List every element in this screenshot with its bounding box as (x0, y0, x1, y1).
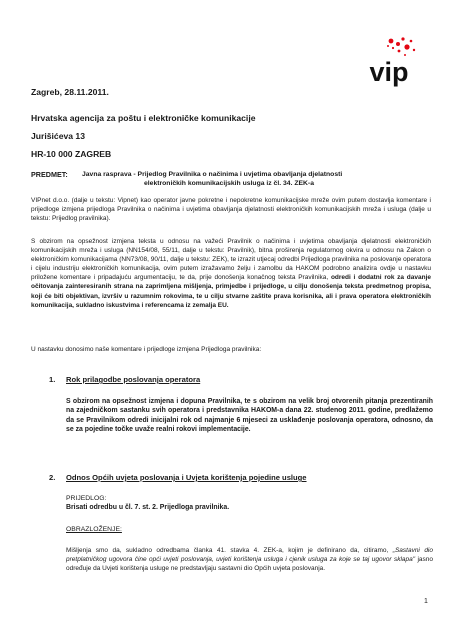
explanation-quote: „Sastavni dio pretplatničkog ugovora čine opći uvjeti poslovanja, uvjeti korištenja usluga i cjenik usluga za koje se taj ugovor sklapa" (66, 547, 433, 564)
explanation-text-b: jasno određuje da Uvjeti korištenja usluge ne predstavljaju sastavni dio Općih uvjeta poslovanja. (66, 556, 433, 573)
subject-line-2: elektroničkih komunikacijskih usluga iz čl. 34. ZEK-a (144, 180, 314, 187)
section-1-body: S obzirom na opsežnost izmjena i dopuna Pravilnika, te s obzirom na velik broj otvorenih pitanja prezentiranih na zajedničkom sastanku svih operatora i predstavnika HAKOM-a dana 22. studenog 2011. godine, predlažemo da se Pravilnikom odredi inicijalni rok od najmanje 6 mjeseci za usklađenje poslovanja operatora, odnosno, da se za pojedine točke uvaže realni rokovi implementacije. (66, 398, 433, 434)
request-bold-text: odredi i dodatni rok za davanje očitovanja zainteresiranih strana na zaprimljena mišljenja, primjedbe i prijedloge, u cilju donošenja teksta predmetnog propisa, koji će biti objektivan, izvršiv u razumnim rokovima, te u cilju stvarne zaštite prava korisnika, ali i prava operatora elektroničkih komunikacija, sukladno iskustvima i referencama iz zemalja EU. (31, 274, 431, 309)
explanation-label: OBRAZLOŽENJE: (66, 526, 122, 533)
logo-wordmark: vip (369, 57, 409, 87)
section-2-number: 2. (49, 473, 56, 482)
vip-logo-graphic (358, 36, 422, 96)
proposal-label: PRIJEDLOG: (66, 495, 107, 502)
request-text: S obzirom na opsežnost izmjena teksta u odnosu na važeći Pravilnik o načinima i uvjetima obavljanja djelatnosti elektroničkih komunikacijskih mreža i usluga (NN154/08, 55/11, dalje u tekstu: Pravilnik), bitna proširenja regulatornog okvira u odnosu na Zakon o elektroničkim komunikacijama (NN73/08, 90/11, dalje u tekstu: ZEK), te izrazit utjecaj odredbi Prijedloga pravilnika na poslovanje operatora i cijelu industriju elektroničkih komunikacija, ovim putem izražavamo želju i zamolbu da HAKOM podrobno analizira ovdje u nastavku priložene komentare i pripadajuću argumentaciju, te da, prije donošenja konačnog teksta Pravilnika, (31, 238, 431, 282)
request-paragraph (31, 237, 431, 310)
section-1-title: Rok prilagodbe poslovanja operatora (66, 375, 201, 384)
section-1-number: 1. (49, 375, 56, 384)
explanation-paragraph (66, 546, 433, 573)
section-2-title: Odnos Općih uvjeta poslovanja i Uvjeta korištenja pojedine usluge (66, 473, 307, 482)
subject-line-1: Javna rasprava - Prijedlog Pravilnika o načinima i uvjetima obavljanja djelatnosti (82, 171, 343, 178)
section-2-heading (49, 473, 307, 483)
recipient-street: Jurišićeva 13 (31, 131, 85, 141)
intro-text: VIPnet d.o.o. (dalje u tekstu: Vipnet) kao operator javne pokretne i nepokretne komunikacijske mreže ovim putem dostavlja komentare i prijedloge izmjena prijedloga Pravilnika o načinima i uvjetima obavljanja djelatnosti elektroničkih komunikacijskih mreža i usluga (dalje u tekstu: Prijedlog pravilnika). (31, 197, 431, 223)
transition-paragraph (31, 345, 431, 354)
transition-text: U nastavku donosimo naše komentare i prijedloge izmjena Prijedloga pravilnika: (31, 346, 262, 353)
subject-label: PREDMET: (31, 170, 68, 179)
date-line: Zagreb, 28.11.2011. (31, 87, 109, 97)
recipient-city: HR-10 000 ZAGREB (31, 149, 112, 159)
proposal-text: Brisati odredbu u čl. 7. st. 2. Prijedloga pravilnika. (66, 504, 230, 511)
section-1-heading (49, 375, 200, 385)
recipient-name: Hrvatska agencija za poštu i elektroničke komunikacije (31, 113, 256, 123)
explanation-text-a: Mišljenja smo da, sukladno odredbama članka 41. stavka 4. ZEK-a, kojim je definirano da, citiramo, (66, 547, 393, 554)
intro-paragraph (31, 196, 431, 223)
vip-logo (358, 36, 422, 96)
page-number: 1 (424, 598, 428, 605)
